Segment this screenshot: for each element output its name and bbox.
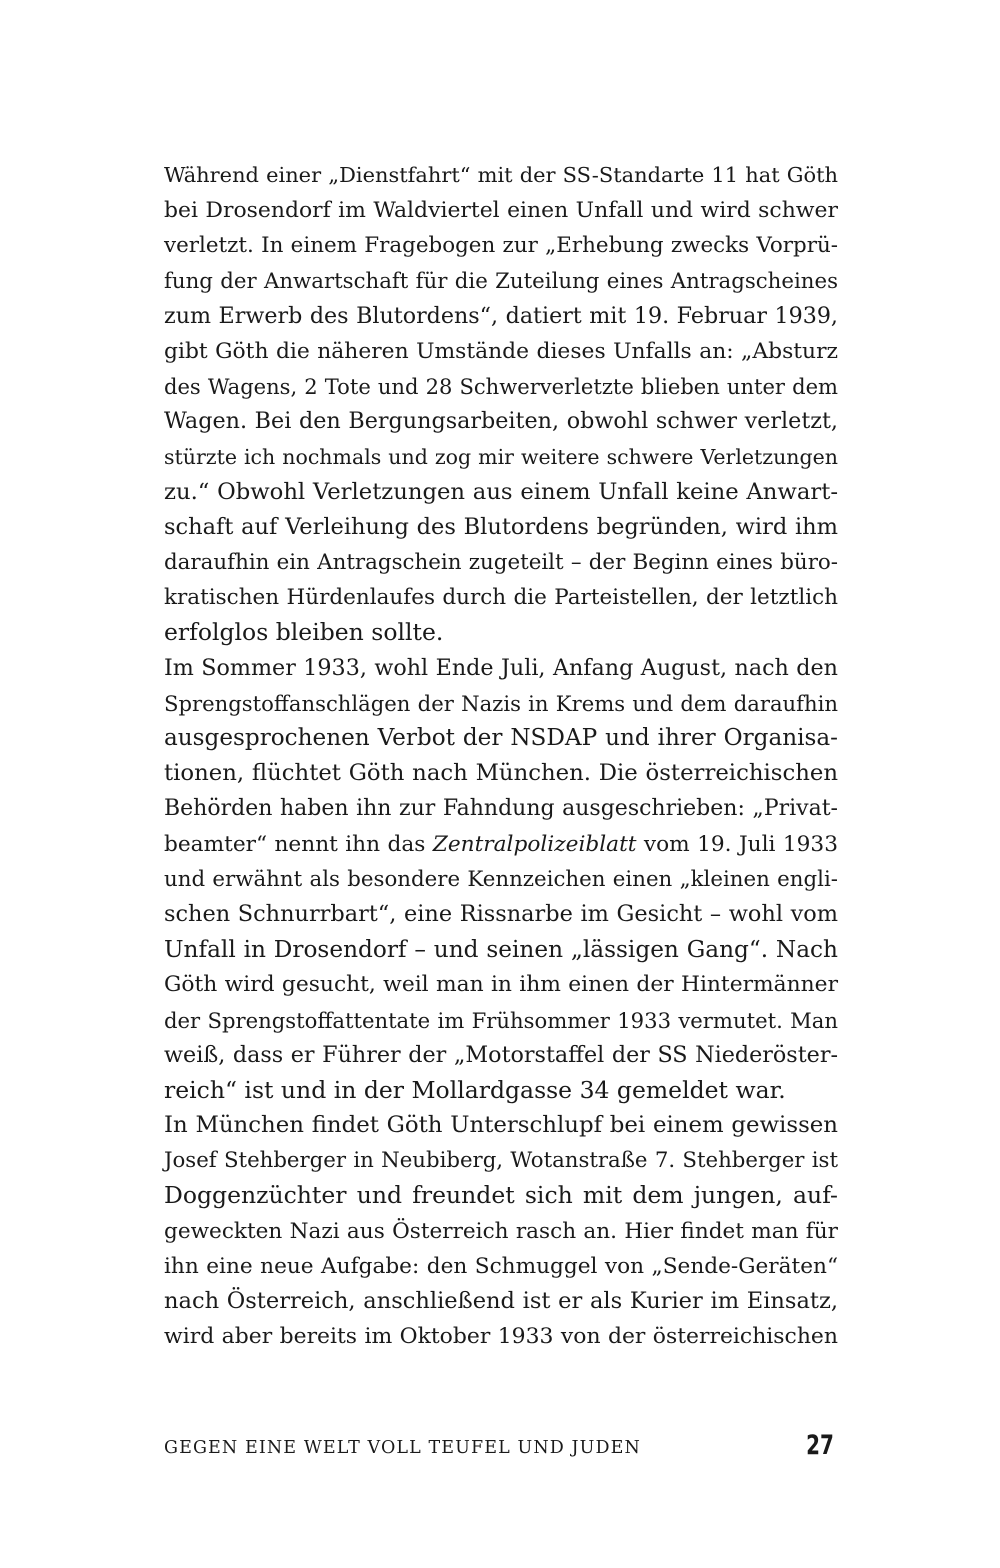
text-line: erfolglos bleiben sollte.	[164, 618, 444, 647]
text-line: Göth wird gesucht, weil man in ihm einen der Hintermänner	[164, 972, 838, 998]
text-line: zu.“ Obwohl Verletzungen aus einem Unfall keine Anwart-	[164, 478, 838, 505]
text-line: nach Österreich, anschließend ist er als Kurier im Einsatz,	[164, 1288, 838, 1314]
text-line: und erwähnt als besondere Kennzeichen einen „kleinen engli-	[164, 866, 838, 892]
text-line: tionen, flüchtet Göth nach München. Die österreichischen	[164, 760, 838, 787]
text-line: In München findet Göth Unterschlupf bei einem gewissen	[164, 1112, 838, 1139]
text-line: kratischen Hürdenlaufes durch die Parteistellen, der letztlich	[164, 585, 838, 611]
text-line: reich“ ist und in der Mollardgasse 34 gemeldet war.	[164, 1075, 786, 1104]
text-line	[164, 827, 838, 862]
page-number: 27	[806, 1430, 834, 1461]
text-line: daraufhin ein Antragschein zugeteilt – der Beginn eines büro-	[164, 550, 838, 576]
text-segment: vom 19. Juli 1933	[636, 831, 838, 857]
text-line: Doggenzüchter und freundet sich mit dem jungen, auf-	[164, 1181, 838, 1210]
page-footer	[164, 1430, 838, 1470]
text-line: Josef Stehberger in Neubiberg, Wotanstraße 7. Stehberger ist	[164, 1148, 838, 1174]
paragraph	[164, 651, 838, 1108]
text-line: stürzte ich nochmals und zog mir weitere schwere Verletzungen	[164, 444, 838, 469]
text-line: Wagen. Bei den Bergungsarbeiten, obwohl schwer verletzt,	[164, 408, 838, 435]
paragraph	[164, 1108, 838, 1354]
text-line: Im Sommer 1933, wohl Ende Juli, Anfang August, nach den	[164, 654, 838, 681]
text-segment: beamter“ nennt ihn das	[164, 831, 433, 857]
text-line: Sprengstoffanschlägen der Nazis in Krems und dem daraufhin	[164, 690, 838, 716]
text-line: bei Drosendorf im Waldviertel einen Unfall und wird schwer	[164, 198, 838, 224]
text-line: zum Erwerb des Blutordens“, datiert mit 19. Februar 1939,	[164, 302, 838, 329]
text-line: Während einer „Dienstfahrt“ mit der SS-Standarte 11 hat Göth	[164, 163, 838, 187]
text-line: weiß, dass er Führer der „Motorstaffel der SS Niederöster-	[164, 1041, 838, 1068]
text-line: geweckten Nazi aus Österreich rasch an. Hier findet man für	[164, 1218, 838, 1244]
italic-title: Zentralpolizeiblatt	[432, 831, 637, 857]
text-line: ausgesprochenen Verbot der NSDAP und ihrer Organisa-	[164, 725, 838, 751]
paragraph	[164, 158, 838, 651]
text-line: fung der Anwartschaft für die Zuteilung eines Antragscheines	[164, 268, 838, 294]
text-line: der Sprengstoffattentate im Frühsommer 1933 vermutet. Man	[164, 1007, 838, 1033]
text-line: ihn eine neue Aufgabe: den Schmuggel von „Sende-Geräten“	[164, 1253, 838, 1279]
running-title: GEGEN EINE WELT VOLL TEUFEL UND JUDEN	[164, 1438, 641, 1458]
text-line: verletzt. In einem Fragebogen zur „Erhebung zwecks Vorprü-	[164, 233, 838, 259]
text-line: Behörden haben ihn zur Fahndung ausgeschrieben: „Privat-	[164, 796, 838, 822]
body-text	[164, 158, 838, 1354]
text-line: schaft auf Verleihung des Blutordens begründen, wird ihm	[164, 513, 838, 540]
text-line: gibt Göth die näheren Umstände dieses Unfalls an: „Absturz	[164, 338, 838, 364]
text-line: Unfall in Drosendorf – und seinen „lässigen Gang“. Nach	[164, 936, 838, 964]
text-line: schen Schnurrbart“, eine Rissnarbe im Gesicht – wohl vom	[164, 900, 838, 927]
text-line: wird aber bereits im Oktober 1933 von der österreichischen	[164, 1324, 838, 1350]
text-line: des Wagens, 2 Tote und 28 Schwerverletzte blieben unter dem	[164, 374, 838, 400]
